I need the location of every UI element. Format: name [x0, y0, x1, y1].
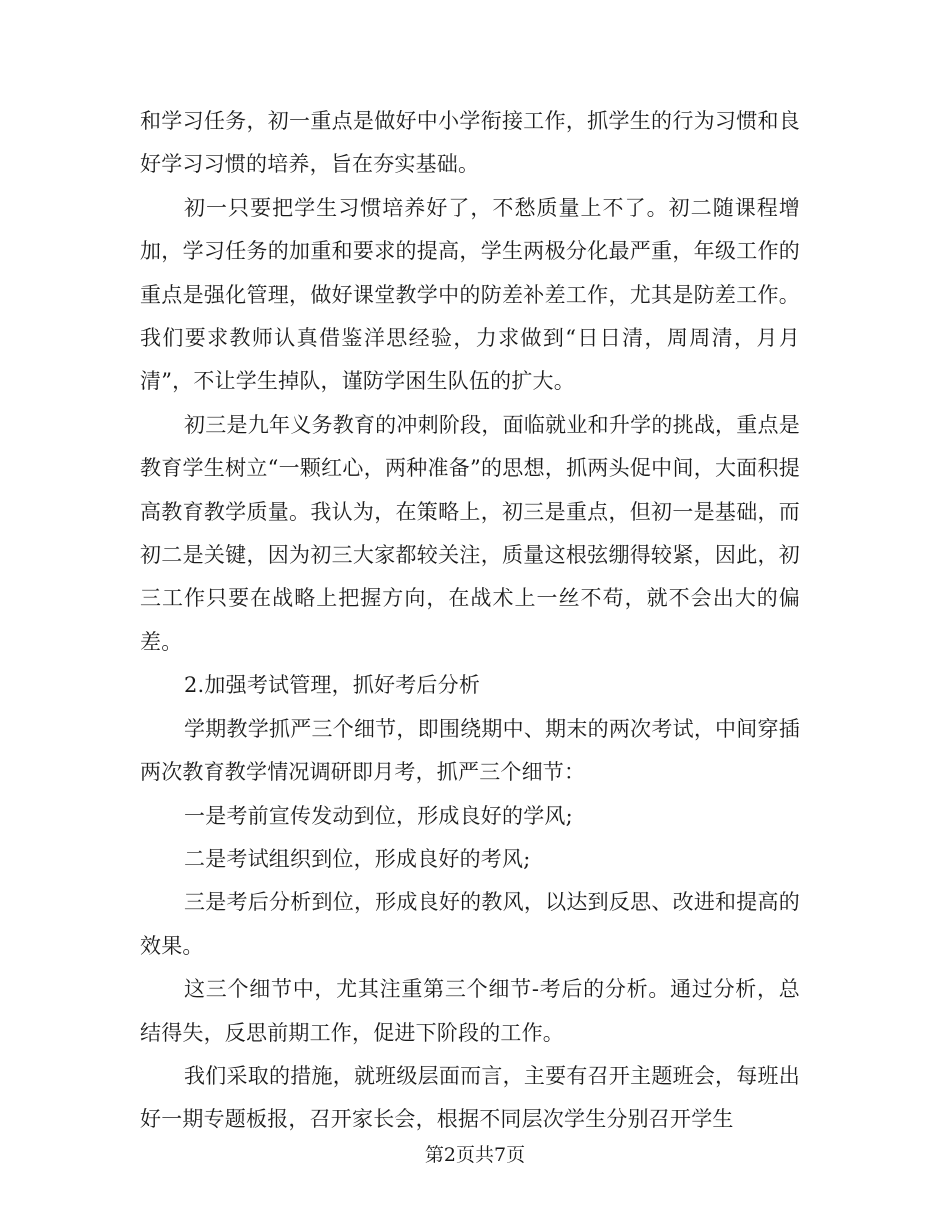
list-item-1: 一是考前宣传发动到位，形成良好的学风; — [184, 803, 573, 828]
page-number-footer: 第2页共7页 — [424, 1144, 526, 1166]
paragraph-3: 初三是九年义务教育的冲刺阶段，面临就业和升学的挑战，重点是教育学生树立“一颗红心，两种准备”的思想，抓两头促中间，大面积提高教育教学质量。我认为，在策略上，初三是重点，但初一是基础，而初二是关键，因为初三大家都较关注，质量这根弦绷得较紧，因此，初三工作只要在战略上把握方向，在战术上一丝不苟，就不会出大的偏差。 — [140, 412, 800, 654]
paragraph-1: 和学习任务，初一重点是做好中小学衔接工作，抓学生的行为习惯和良好学习习惯的培养，旨在夯实基础。 — [140, 109, 800, 177]
list-item-2: 二是考试组织到位，形成良好的考风; — [184, 846, 531, 871]
list-item-3: 三是考后分析到位，形成良好的教风，以达到反思、改进和提高的效果。 — [140, 890, 800, 958]
paragraph-5: 学期教学抓严三个细节，即围绕期中、期末的两次考试，中间穿插两次教育教学情况调研即月考，抓严三个细节： — [140, 716, 800, 785]
section-heading: 2.加强考试管理，抓好考后分析 — [184, 673, 481, 698]
paragraph-10: 我们采取的措施，就班级层面而言，主要有召开主题班会，每班出好一期专题板报，召开家长会，根据不同层次学生分别召开学生 — [140, 1063, 800, 1132]
paragraph-9: 这三个细节中，尤其注重第三个细节-考后的分析。通过分析，总结得失，反思前期工作，促进下阶段的工作。 — [140, 977, 800, 1045]
paragraph-2: 初一只要把学生习惯培养好了，不愁质量上不了。初二随课程增加，学习任务的加重和要求的提高，学生两极分化最严重，年级工作的重点是强化管理，做好课堂教学中的防差补差工作，尤其是防差工作。我们要求教师认真借鉴洋思经验，力求做到“日日清，周周清，月月清”，不让学生掉队，谨防学困生队伍的扩大。 — [140, 195, 800, 394]
document-body — [140, 100, 800, 1142]
